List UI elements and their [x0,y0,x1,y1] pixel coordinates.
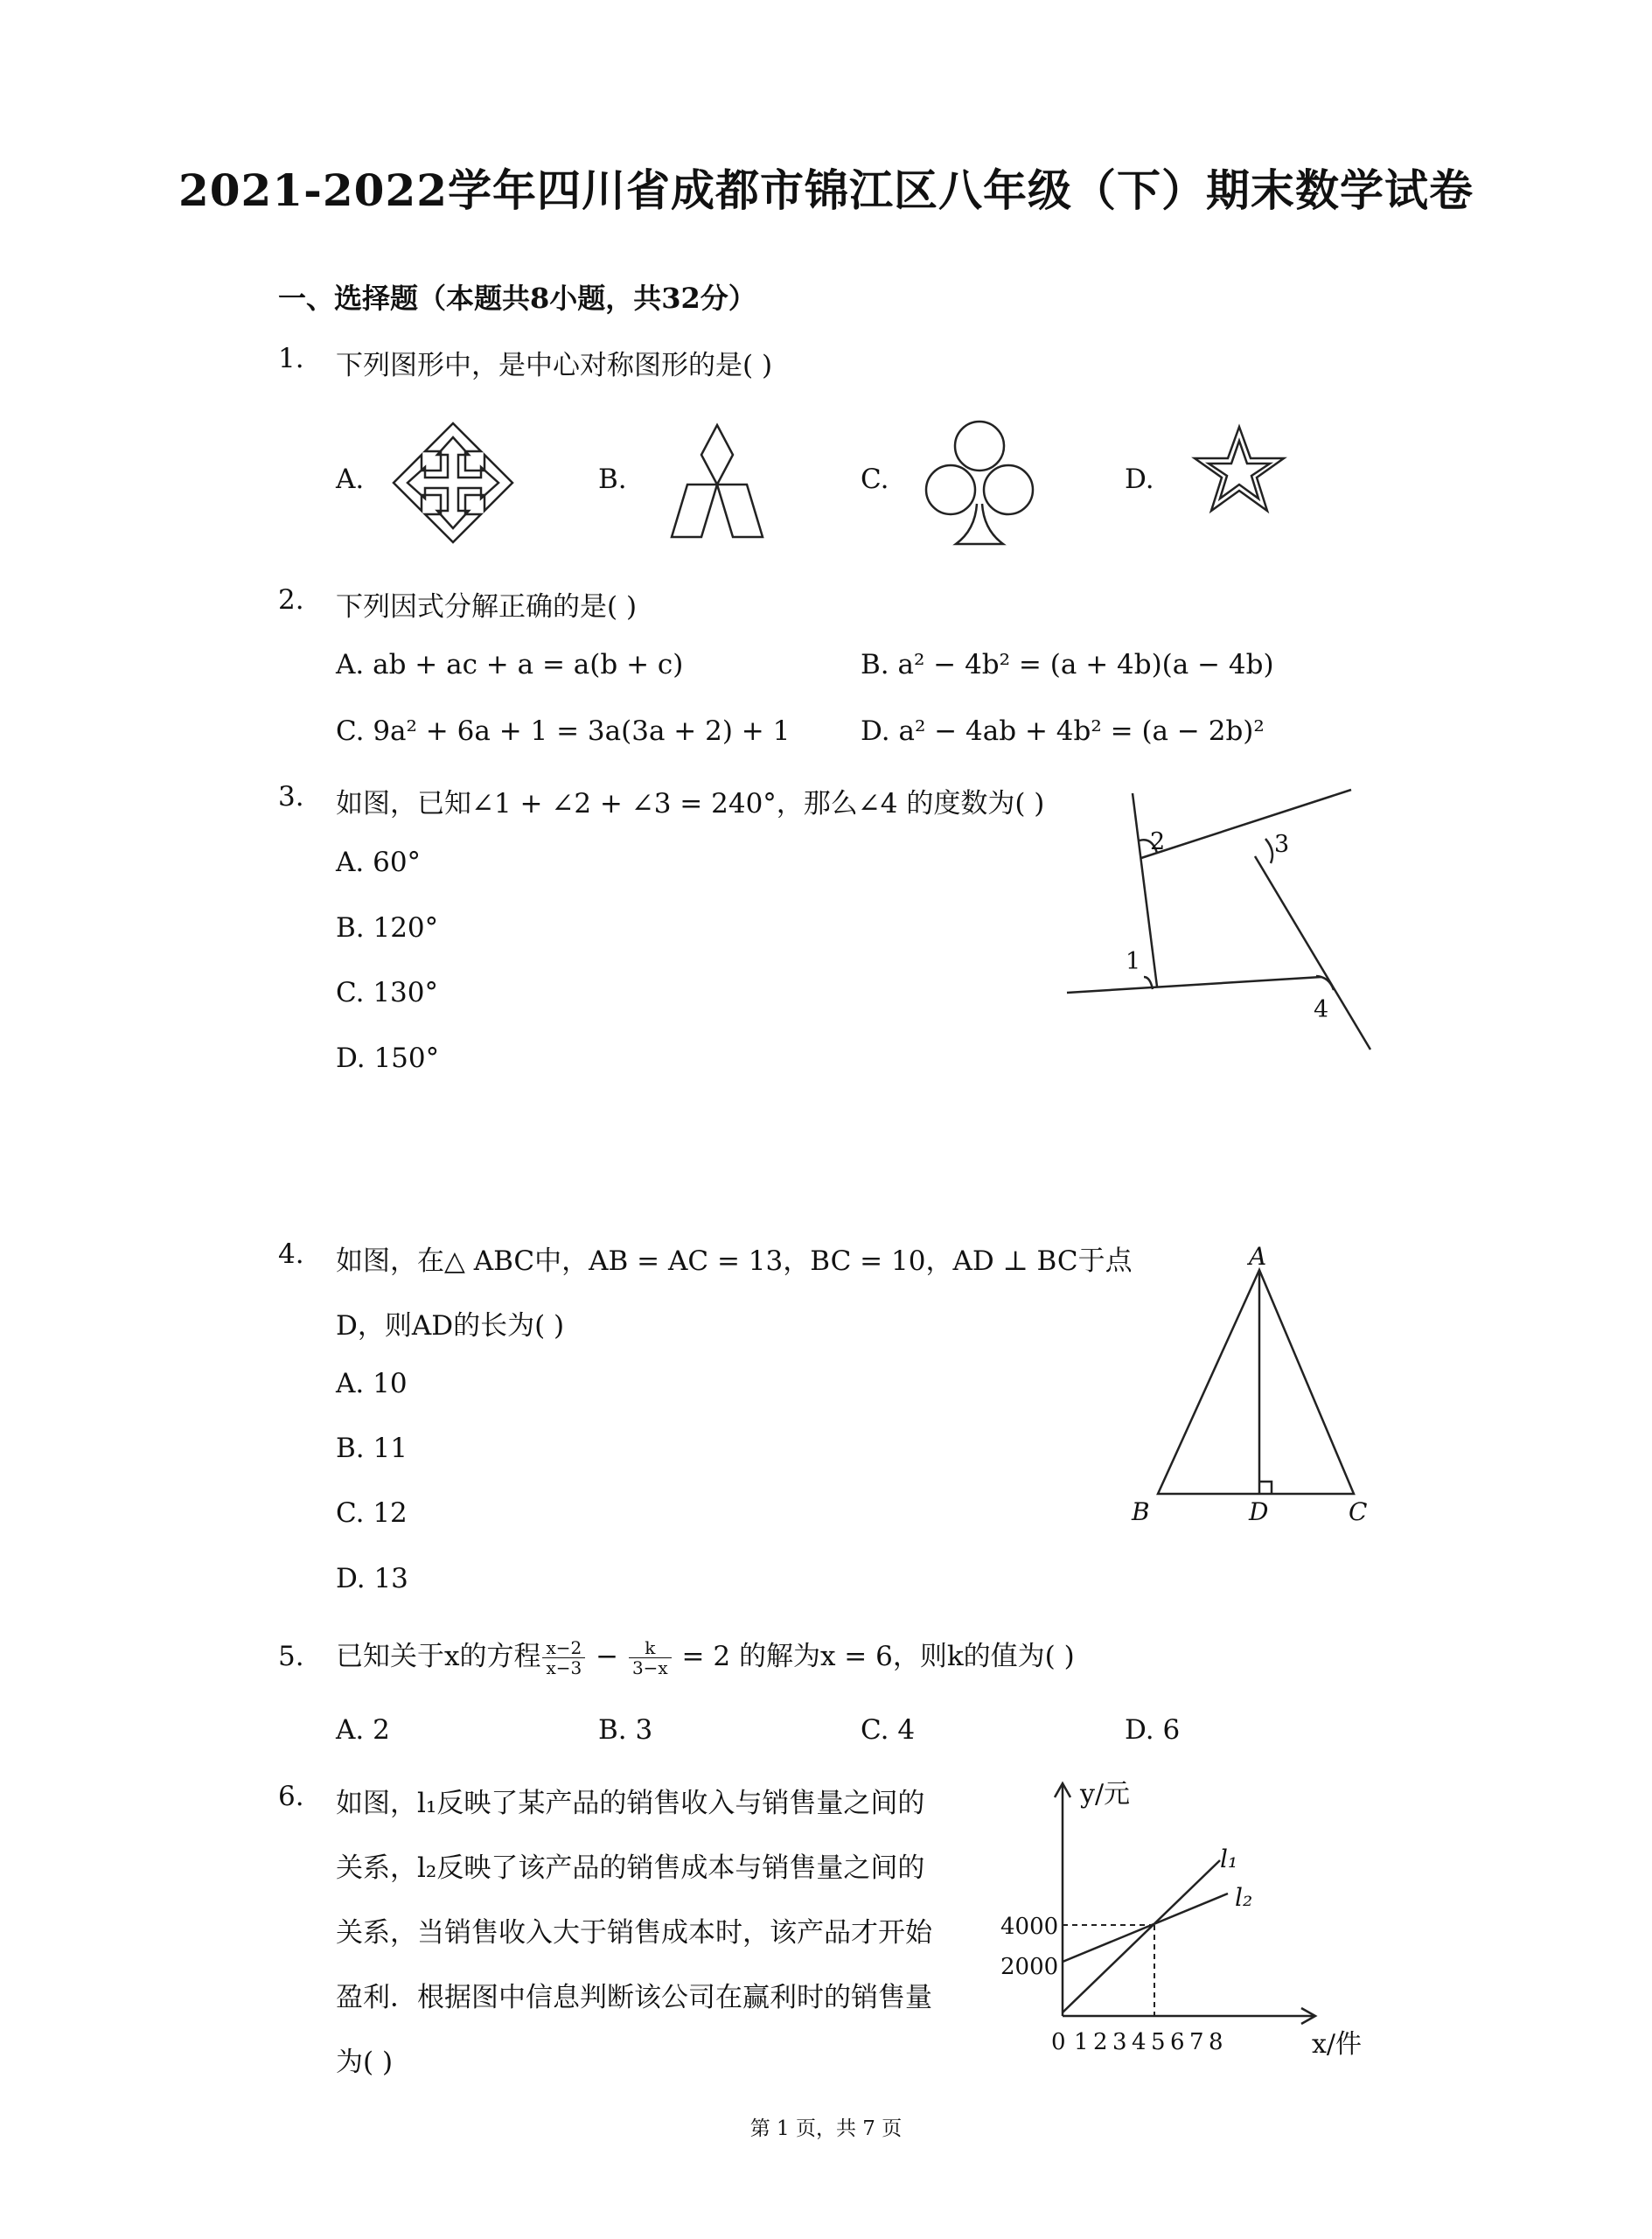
q3-angle-label-2: 2 [1150,828,1166,855]
q5-fraction-1 [542,1638,585,1678]
q4-option-c[interactable]: C. 12 [336,1497,408,1529]
q6-x-tick-1: 1 [1074,2029,1089,2055]
section-heading: 一、选择题（本题共8小题，共32分） [278,282,756,315]
q5-option-c[interactable]: C. 4 [861,1714,916,1746]
q6-text-line3: 关系，当销售收入大于销售成本时，该产品才开始 [336,1917,932,1949]
q3-text: 如图，已知∠1 + ∠2 + ∠3 = 240°，那么∠4 的度数为( ) [336,788,1045,820]
q4-option-b[interactable]: B. 11 [336,1433,408,1464]
q2-text: 下列因式分解正确的是( ) [336,591,638,623]
q5-option-b[interactable]: B. 3 [598,1714,653,1746]
q6-text-line4: 盈利．根据图中信息判断该公司在赢利时的销售量 [336,1982,932,2013]
q4-number: 4. [278,1238,304,1270]
q1-option-c-label[interactable]: C. [861,464,889,495]
q4-text-line1: 如图，在△ ABC中，AB = AC = 13，BC = 10，AD ⊥ BC于点 [336,1245,1133,1277]
q3-option-b[interactable]: B. 120° [336,912,439,944]
q6-line1-label: l₁ [1220,1845,1238,1873]
q4-option-a[interactable]: A. 10 [336,1368,408,1399]
q3-angle-label-3: 3 [1274,831,1290,858]
q5-fraction-2-num: k [629,1638,672,1658]
q5-fraction-1-num: x−2 [542,1638,585,1658]
three-rhombus-icon [656,422,778,544]
q6-text-line5: 为( ) [336,2047,394,2078]
q2-number: 2. [278,584,304,616]
q6-text-line2: 关系，l₂反映了该产品的销售成本与销售量之间的 [336,1852,925,1884]
q1-option-d-label[interactable]: D. [1125,464,1154,495]
q3-option-c[interactable]: C. 130° [336,977,438,1008]
q6-x-axis-label: x/件 [1312,2029,1363,2060]
q6-y-axis-label: y/元 [1080,1779,1131,1810]
q6-line2-label: l₂ [1235,1883,1253,1912]
q5-text-before: 已知关于x的方程 [336,1641,541,1672]
q1-text: 下列图形中，是中心对称图形的是( ) [336,350,773,381]
q6-x-tick-2: 2 [1093,2029,1108,2055]
q3-option-d[interactable]: D. 150° [336,1043,440,1074]
q5-minus: − [587,1641,627,1672]
q3-option-a[interactable]: A. 60° [336,847,422,878]
q1-option-b-label[interactable]: B. [598,464,627,495]
q1-option-a-label[interactable]: A. [336,464,365,495]
q5-option-a[interactable]: A. 2 [336,1714,390,1746]
q2-option-a[interactable]: A. ab + ac + a = a(b + c) [336,649,684,680]
club-icon [914,416,1045,548]
q6-x-tick-6: 6 [1170,2029,1185,2055]
page-title: 2021-2022学年四川省成都市锦江区八年级（下）期末数学试卷 [178,164,1474,216]
q4-option-d[interactable]: D. 13 [336,1563,408,1594]
q5-option-d[interactable]: D. 6 [1125,1714,1181,1746]
q6-y-tick-4000: 4000 [1000,1914,1059,1940]
q6-x-tick-0: 0 [1051,2029,1066,2055]
q4-vertex-c: C [1349,1497,1368,1526]
q4-text-line2: D，则AD的长为( ) [336,1310,565,1342]
q4-vertex-d: D [1249,1497,1269,1526]
q2-option-c[interactable]: C. 9a² + 6a + 1 = 3a(3a + 2) + 1 [336,715,791,747]
q5-fraction-1-den: x−3 [546,1657,582,1678]
q5-fraction-2-den: 3−x [631,1657,668,1678]
q6-x-tick-5: 5 [1151,2029,1166,2055]
q6-x-tick-7: 7 [1189,2029,1204,2055]
q3-angle-label-1: 1 [1126,948,1141,975]
page-footer: 第 1 页，共 7 页 [749,2117,903,2140]
q6-x-tick-3: 3 [1112,2029,1127,2055]
q4-triangle-figure [1119,1242,1382,1531]
q5-text-after: = 2 的解为x = 6，则k的值为( ) [673,1641,1075,1672]
q2-option-d[interactable]: D. a² − 4ab + 4b² = (a − 2b)² [861,715,1265,747]
q5-fraction-2 [629,1638,672,1678]
q6-number: 6. [278,1781,304,1812]
double-star-icon [1191,423,1287,520]
q6-graph-figure [997,1771,1386,2068]
q1-number: 1. [278,343,304,374]
q5-number: 5. [278,1641,304,1672]
q4-vertex-b: B [1132,1497,1150,1526]
q4-vertex-a: A [1249,1242,1267,1271]
q6-y-tick-2000: 2000 [1000,1954,1059,1980]
q5-text [336,1634,1075,1678]
q3-angle-label-4: 4 [1314,996,1329,1023]
q2-option-b[interactable]: B. a² − 4b² = (a + 4b)(a − 4b) [861,649,1274,680]
q3-quadrilateral-figure [1063,783,1382,1063]
q6-x-tick-8: 8 [1209,2029,1223,2055]
arrows-cross-icon [392,422,514,544]
q6-x-tick-4: 4 [1132,2029,1147,2055]
q3-number: 3. [278,781,304,813]
q6-text-line1: 如图，l₁反映了某产品的销售收入与销售量之间的 [336,1788,925,1819]
